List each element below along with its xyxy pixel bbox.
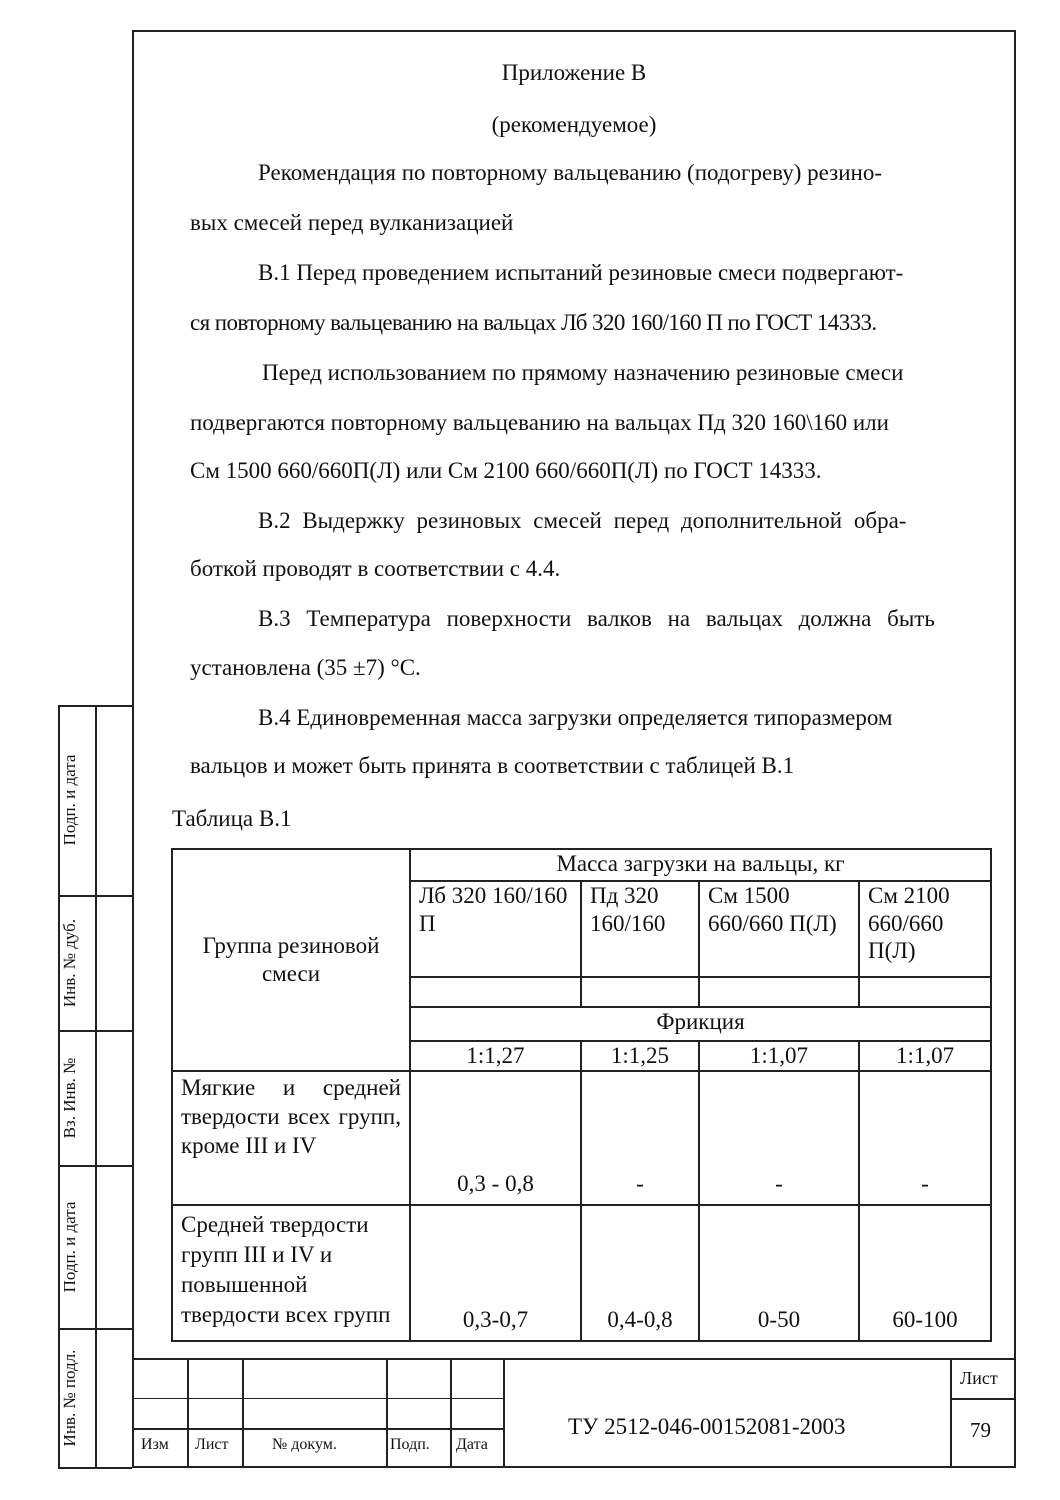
- machine-3: См 1500 660/660 П(Л): [699, 881, 859, 977]
- sheet-number: 79: [970, 1418, 991, 1442]
- row-1-value-4: -: [859, 1071, 991, 1205]
- friction-1: 1:1,27: [410, 1041, 581, 1071]
- table-caption: Таблица В.1: [172, 806, 292, 831]
- b1-line-1: В.1 Перед проведением испытаний резиновые смеси подвергают-: [258, 260, 904, 285]
- p2-line-1: Перед использованием по прямому назначению резиновые смеси: [262, 360, 904, 385]
- stamp-inv-dub: Инв. № дуб.: [60, 918, 79, 1008]
- row-2-group: Средней твердости групп III и IV и повышенной твердости всех групп: [172, 1205, 410, 1341]
- row-2-value-1: 0,3-0,7: [410, 1205, 581, 1341]
- rec-line-2: вых смесей перед вулканизацией: [190, 210, 514, 235]
- row-1-group: Мягкие и средней твердости всех групп, кроме III и IV: [181, 1075, 401, 1158]
- group-header: Группа резиновой смеси: [202, 933, 380, 986]
- tb-data: Дата: [456, 1436, 488, 1453]
- b4-line-2: вальцов и может быть принята в соответствии с таблицей В.1: [190, 753, 795, 778]
- row-2-value-2: 0,4-0,8: [581, 1205, 699, 1341]
- group-header-cell: [172, 849, 410, 1071]
- b3-line-1: В.3 Температура поверхности валков на вальцах должна быть: [258, 606, 935, 631]
- mass-header: Масса загрузки на вальцы, кг: [410, 849, 991, 881]
- b3-line-2: установлена (35 ±7) °С.: [190, 655, 421, 680]
- stamp-podp-data-bottom: Подп. и дата: [60, 1201, 79, 1293]
- stamp-podp-data-top: Подп. и дата: [60, 754, 79, 846]
- tb-izm: Изм: [141, 1436, 169, 1453]
- b1-line-2: ся повторному вальцеванию на вальцах Лб 320 160/160 П по ГОСТ 14333.: [190, 310, 877, 335]
- row-1-value-2: -: [581, 1071, 699, 1205]
- table-row: [172, 1071, 991, 1205]
- row-1-value-1: 0,3 - 0,8: [410, 1071, 581, 1205]
- stamp-vz-inv: Вз. Инв. №: [60, 1057, 79, 1139]
- friction-3: 1:1,07: [699, 1041, 859, 1071]
- friction-header: Фрикция: [410, 1007, 991, 1041]
- row-1-value-3: -: [699, 1071, 859, 1205]
- sheet-label: Лист: [960, 1368, 998, 1388]
- machine-2: Пд 320 160/160: [581, 881, 699, 977]
- b2-line-1: В.2 Выдержку резиновых смесей перед дополнительной обра-: [258, 508, 907, 533]
- b2-line-2: боткой проводят в соответствии с 4.4.: [190, 556, 561, 581]
- table-header-row: [172, 849, 991, 881]
- row-2-value-4: 60-100: [859, 1205, 991, 1341]
- stamp-inv-podl: Инв. № подл.: [60, 1349, 79, 1447]
- row-2-value-3: 0-50: [699, 1205, 859, 1341]
- b4-line-1: В.4 Единовременная масса загрузки определяется типоразмером: [258, 705, 893, 730]
- appendix-title: Приложение В: [501, 60, 647, 85]
- friction-4: 1:1,07: [859, 1041, 991, 1071]
- load-mass-table: [171, 848, 992, 1342]
- tb-podp: Подп.: [390, 1436, 430, 1453]
- tb-list-small: Лист: [195, 1436, 229, 1453]
- machine-4: См 2100 660/660 П(Л): [859, 881, 991, 977]
- machine-1: Лб 320 160/160 П: [410, 881, 581, 977]
- friction-2: 1:1,25: [581, 1041, 699, 1071]
- p2-line-3: См 1500 660/660П(Л) или См 2100 660/660П(Л) по ГОСТ 14333.: [190, 458, 822, 483]
- doc-code: ТУ 2512-046-00152081-2003: [568, 1414, 846, 1439]
- rec-line-1: Рекомендация по повторному вальцеванию (подогреву) резино-: [258, 160, 883, 185]
- tb-dokum: № докум.: [272, 1436, 337, 1453]
- appendix-kind: (рекомендуемое): [491, 112, 657, 137]
- p2-line-2: подвергаются повторному вальцеванию на вальцах Пд 320 160\160 или: [190, 410, 889, 435]
- table-row: [172, 1205, 991, 1341]
